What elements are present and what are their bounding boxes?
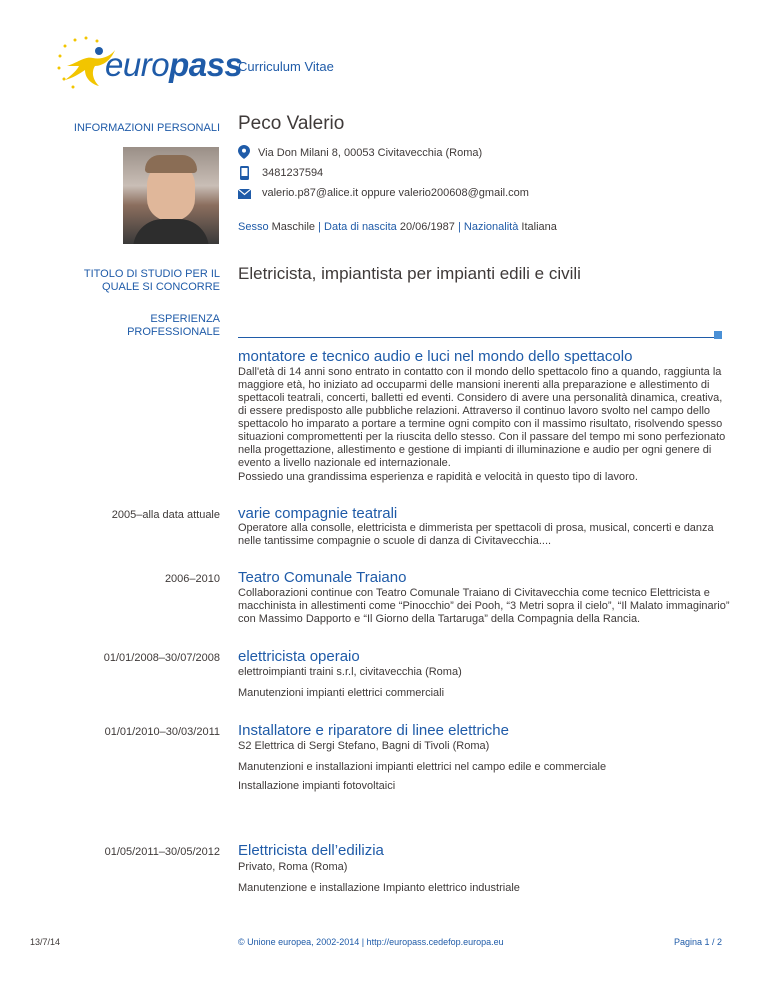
experience-title: Teatro Comunale Traiano [238, 569, 407, 586]
document-title: Curriculum Vitae [238, 59, 334, 74]
person-name: Peco Valerio [238, 113, 345, 134]
experience-date: 2005–alla data attuale [111, 509, 220, 521]
experience-date: 01/01/2008–30/07/2008 [103, 652, 220, 664]
experience-title: Installatore e riparatore di linee elettriche [238, 722, 509, 739]
footer-page-number: Pagina 1 / 2 [673, 937, 722, 947]
section-label-personal-info: INFORMAZIONI PERSONALI [73, 122, 220, 134]
sex-value: Maschile [271, 221, 316, 233]
europass-logo [55, 36, 243, 96]
experience-title: varie compagnie teatrali [238, 505, 398, 522]
experience-title: Elettricista dell’edilizia [238, 842, 384, 859]
dob-value: 20/06/1987 [399, 221, 455, 233]
envelope-icon [238, 189, 251, 199]
experience-detail: Privato, Roma (Roma) [238, 861, 348, 873]
logo-text-euro: euro [105, 46, 170, 83]
personal-details-line [238, 221, 557, 234]
footer-date: 13/7/14 [30, 937, 61, 947]
experience-detail: Manutenzioni impianti elettrici commerciali [238, 687, 445, 699]
experience-title: elettricista operaio [238, 648, 360, 665]
email-text[interactable]: valerio.p87@alice.it oppure valerio200608@gmail.com [262, 187, 529, 199]
logo-text-pass: pass [169, 46, 243, 83]
separator: | [457, 221, 461, 233]
experience-detail: elettroimpianti traini s.r.l, civitavecchia (Roma) [238, 666, 462, 678]
experience-date: 01/05/2011–30/05/2012 [104, 846, 220, 858]
section-divider-marker [714, 331, 722, 339]
experience-intro-text-2: Possiedo una grandissima esperienza e rapidità e velocità in questo tipo di lavoro. [238, 471, 638, 483]
experience-detail: S2 Elettrica di Sergi Stefano, Bagni di Tivoli (Roma) [238, 740, 490, 752]
study-title-value: Eletricista, impiantista per impianti edili e civili [238, 264, 581, 283]
experience-detail: Collaborazioni continue con Teatro Comunale Traiano di Civitavecchia come tecnico Elettricista e macchinista in allestimenti come “Pinocchio” dei Pooh, “3 Metri sopra il cielo”, “Il Malato immaginario” con Massimo Dapporto e “Il Giorno della Tartaruga” della Compagnia della Rancia. [238, 587, 730, 625]
section-label-study-title: TITOLO DI STUDIO PER IL QUALE SI CONCORRE [83, 268, 220, 293]
experience-detail: Operatore alla consolle, elettricista e dimmerista per spettacoli di prosa, musical, concerti e danza nelle tantissime compagnie o scuole di danza di Civitavecchia.... [238, 522, 714, 547]
experience-date: 2006–2010 [164, 573, 220, 585]
experience-date: 01/01/2010–30/03/2011 [104, 726, 220, 738]
experience-detail: Manutenzioni e installazioni impianti elettrici nel campo edile e commerciale [238, 761, 607, 773]
footer-copyright[interactable]: © Unione europea, 2002-2014 | http://europass.cedefop.europa.eu [238, 937, 504, 947]
experience-detail: Installazione impianti fotovoltaici [238, 780, 396, 792]
experience-intro-text: Dall'età di 14 anni sono entrato in contatto con il mondo dello spettacolo fino a quando, raggiunta la maggiore età, ho iniziato ad occuparmi delle mansioni inerenti alla preparazione e allestimento di spettacoli teatrali, concerti, balletti ed eventi. Considero di avere una personalità dinamica, creativa, di essere predisposto alle pubbliche relazioni. Attraverso il continuo lavoro svolto nel campo dello spettacolo ho imparato a portare a termine ogni compito con il massimo risultato, risolvendo spesso situazioni compromettenti per la riuscita dello stesso. Con il passare del tempo mi sono perfezionato nella progettazione, allestimento e gestione di impianti di illuminazione e audio per ogni genere di evento a livello nazionale ed internazionale. [238, 366, 726, 469]
phone-text[interactable]: 3481237594 [262, 167, 324, 179]
section-label-experience: ESPERIENZA PROFESSIONALE [127, 313, 220, 338]
profile-photo [123, 147, 219, 244]
nationality-label: Nazionalità [463, 221, 519, 233]
address-text: Via Don Milani 8, 00053 Civitavecchia (Roma) [258, 147, 483, 159]
sex-label: Sesso [238, 221, 269, 233]
location-pin-icon [238, 145, 250, 159]
separator: | [318, 221, 321, 233]
experience-detail: Manutenzione e installazione Impianto elettrico industriale [238, 882, 520, 894]
section-divider-line [238, 337, 714, 338]
dob-label: Data di nascita [324, 221, 397, 233]
mobile-phone-icon [240, 166, 249, 180]
nationality-value: Italiana [521, 221, 557, 233]
experience-intro-title: montatore e tecnico audio e luci nel mondo dello spettacolo [238, 348, 633, 365]
